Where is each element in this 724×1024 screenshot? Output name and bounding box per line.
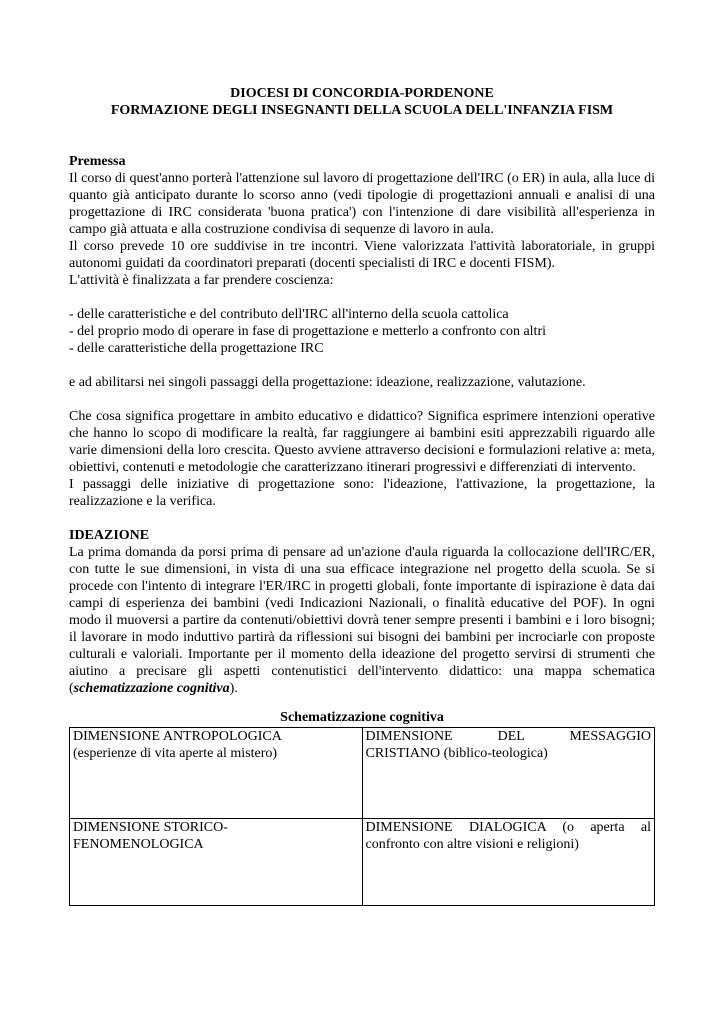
premessa-heading: Premessa [69, 154, 126, 169]
table-row [70, 819, 655, 906]
ideazione-heading: IDEAZIONE [69, 528, 150, 543]
list-item: - delle caratteristiche della progettazione IRC [69, 341, 324, 356]
premessa-paragraph-6: I passaggi delle iniziative di progettazione sono: l'ideazione, l'attivazione, la progettazione, la realizzazione e la verifica. [69, 477, 655, 509]
premessa-paragraph-2: Il corso prevede 10 ore suddivise in tre incontri. Viene valorizzata l'attività laboratoriale, in gruppi autonomi guidati da coordinatori preparati (docenti specialisti di IRC e docenti FISM). [69, 239, 655, 271]
cell-subtext: FENOMENOLOGICA [73, 837, 204, 852]
ideazione-text: La prima domanda da porsi prima di pensare ad un'azione d'aula riguarda la collocazione dell'IRC/ER, con tutte le sue dimensioni, in vista di una sua efficace integrazione nel progetto della scuola. Se si procede con l'intento di integrare l'ER/IRC in progetti globali, fonte importante di ispirazione è data dai campi di esperienza dei bambini (vedi Indicazioni Nazionali, o finalità educative del POF). In ogni modo il muoversi a partire da contenuti/obiettivi dovrà tener sempre presenti i bambini e i loro bisogni; il lavorare in modo induttivo partirà da riflessioni sui bisogni dei bambini per incrociarle con proposte culturali e valoriali. Importante per il momento della ideazione del progetto servirsi di strumenti che aiutino a precisare gli aspetti contenutistici dell'intervento didattico: una mappa schematica ( [69, 545, 655, 696]
table-cell-storico [70, 819, 363, 906]
premessa-paragraph-4: e ad abilitarsi nei singoli passaggi della progettazione: ideazione, realizzazione, valutazione. [69, 375, 586, 390]
document-body [69, 153, 655, 906]
table-cell-dialogica [362, 819, 655, 906]
header-course-title: FORMAZIONE DEGLI INSEGNANTI DELLA SCUOLA DELL'INFANZIA FISM [110, 103, 614, 118]
cell-subtext: confronto con altre visioni e religioni) [365, 837, 579, 852]
ideazione-text-end: ). [229, 681, 238, 696]
ideazione-emphasis: schematizzazione cognitiva [73, 681, 230, 696]
table-cell-antropologica [70, 728, 363, 819]
cell-heading: DIMENSIONE ANTROPOLOGICA [73, 729, 282, 744]
document-header [69, 85, 655, 119]
table-title: Schematizzazione cognitiva [280, 710, 444, 725]
cell-subtext: CRISTIANO (biblico-teologica) [365, 746, 548, 761]
list-item: - delle caratteristiche e del contributo dell'IRC all'interno della scuola cattolica [69, 307, 509, 322]
table-cell-messaggio [362, 728, 655, 819]
premessa-paragraph-5: Che cosa significa progettare in ambito educativo e didattico? Significa esprimere intenzioni operative che hanno lo scopo di modificare la realtà, far raggiungere ai bambini esiti apprezzabili riguardo alle varie dimensioni della loro crescita. Questo avviene attraverso decisioni e formulazioni relative a: meta, obiettivi, contenuti e metodologie che caratterizzano itinerari progressivi e differenziati di intervento. [69, 409, 655, 475]
cell-subtext: (esperienze di vita aperte al mistero) [73, 746, 278, 761]
cell-heading: DIMENSIONE DIALOGICA (o aperta al [365, 820, 651, 835]
ideazione-paragraph [69, 544, 655, 697]
list-item: - del proprio modo di operare in fase di progettazione e metterlo a confronto con altri [69, 324, 546, 339]
premessa-paragraph-1: Il corso di quest'anno porterà l'attenzione sul lavoro di progettazione dell'IRC (o ER) in aula, alla luce di quanto già anticipato durante lo scorso anno (vedi tipologie di progettazioni annuali e analisi di una progettazione di IRC considerata 'buona pratica') con l'intenzione di dare visibilità all'esperienza in campo già attuata e alla costruzione condivisa di sequenze di lavoro in aula. [69, 171, 655, 237]
header-diocese: DIOCESI DI CONCORDIA-PORDENONE [230, 86, 494, 101]
premessa-list [69, 306, 655, 357]
premessa-paragraph-3: L'attività è finalizzata a far prendere coscienza: [69, 273, 334, 288]
cell-heading: DIMENSIONE DEL MESSAGGIO [365, 729, 651, 744]
table-row [70, 728, 655, 819]
schematizzazione-table [69, 727, 655, 906]
cell-heading: DIMENSIONE STORICO- [73, 820, 228, 835]
